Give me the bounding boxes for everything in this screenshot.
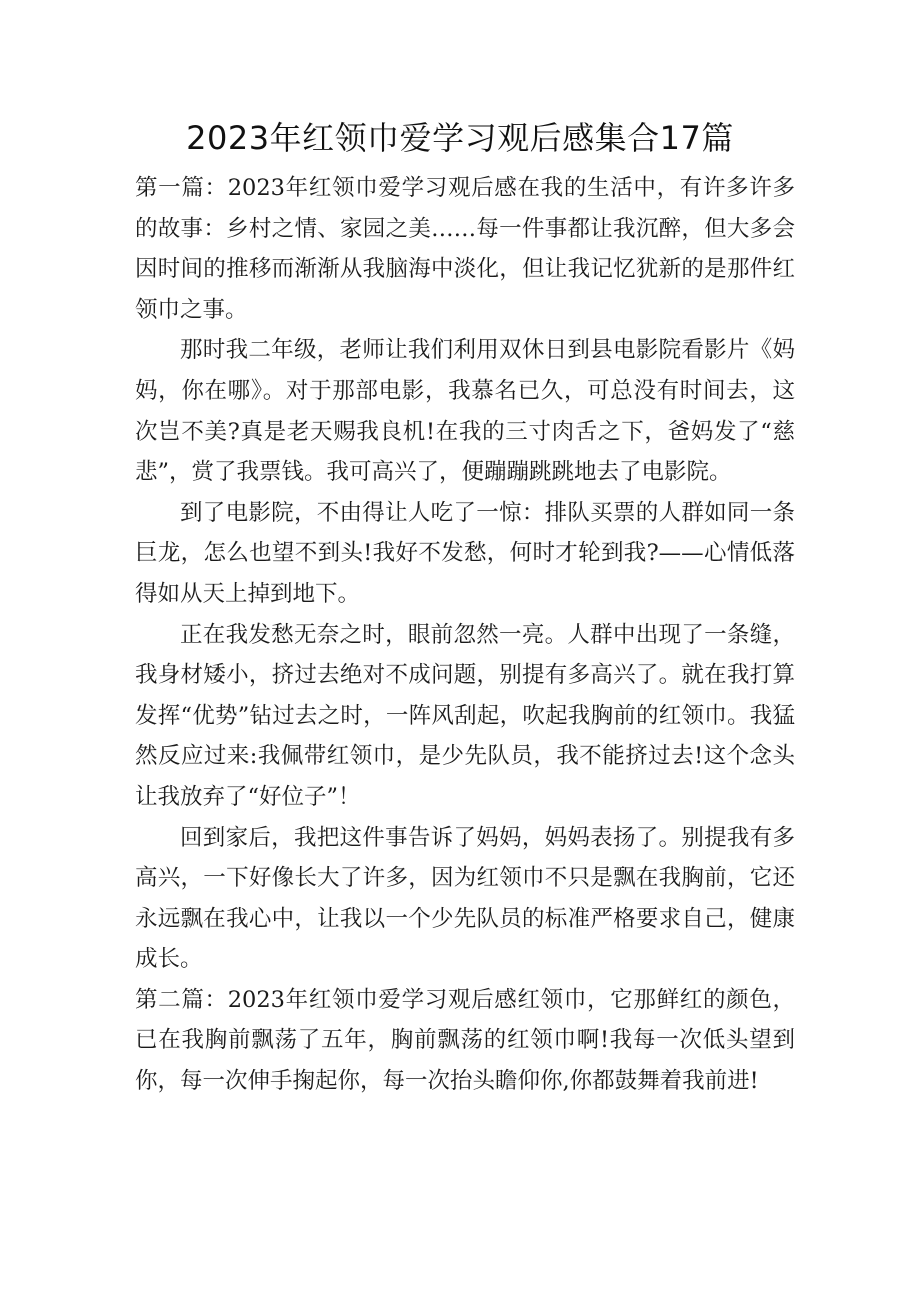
document-body (135, 168, 795, 1102)
paragraph-2: 那时我二年级，老师让我们利用双休日到县电影院看影片《妈妈，你在哪》。对于那部电影，我慕名已久，可总没有时间去，这次岂不美?真是老天赐我良机!在我的三寸肉舌之下，爸妈发了“慈悲”，赏了我票钱。我可高兴了，便蹦蹦跳跳地去了电影院。 (135, 337, 795, 486)
document-title: 2023年红领巾爱学习观后感集合17篇 (186, 119, 734, 157)
paragraph-1: 第一篇：2023年红领巾爱学习观后感在我的生活中，有许多许多的故事：乡村之情、家园之美……每一件事都让我沉醉，但大多会因时间的推移而渐渐从我脑海中淡化，但让我记忆犹新的是那件红领巾之事。 (135, 175, 795, 323)
paragraph-5: 回到家后，我把这件事告诉了妈妈，妈妈表扬了。别提我有多高兴，一下好像长大了许多，因为红领巾不只是飘在我胸前，它还永远飘在我心中，让我以一个少先队员的标准严格要求自己，健康成长。 (135, 824, 795, 973)
paragraph-4: 正在我发愁无奈之时，眼前忽然一亮。人群中出现了一条缝，我身材矮小，挤过去绝对不成问题，别提有多高兴了。就在我打算发挥“优势”钻过去之时，一阵风刮起，吹起我胸前的红领巾。我猛然反应过来:我佩带红领巾，是少先队员，我不能挤过去!这个念头让我放弃了“好位子”！ (135, 621, 795, 810)
paragraph-6: 第二篇：2023年红领巾爱学习观后感红领巾，它那鲜红的颜色，已在我胸前飘荡了五年，胸前飘荡的红领巾啊!我每一次低头望到你，每一次伸手掬起你，每一次抬头瞻仰你,你都鼓舞着我前进! (135, 986, 795, 1095)
paragraph-3: 到了电影院，不由得让人吃了一惊：排队买票的人群如同一条巨龙，怎么也望不到头!我好不发愁，何时才轮到我?——心情低落得如从天上掉到地下。 (135, 499, 795, 607)
